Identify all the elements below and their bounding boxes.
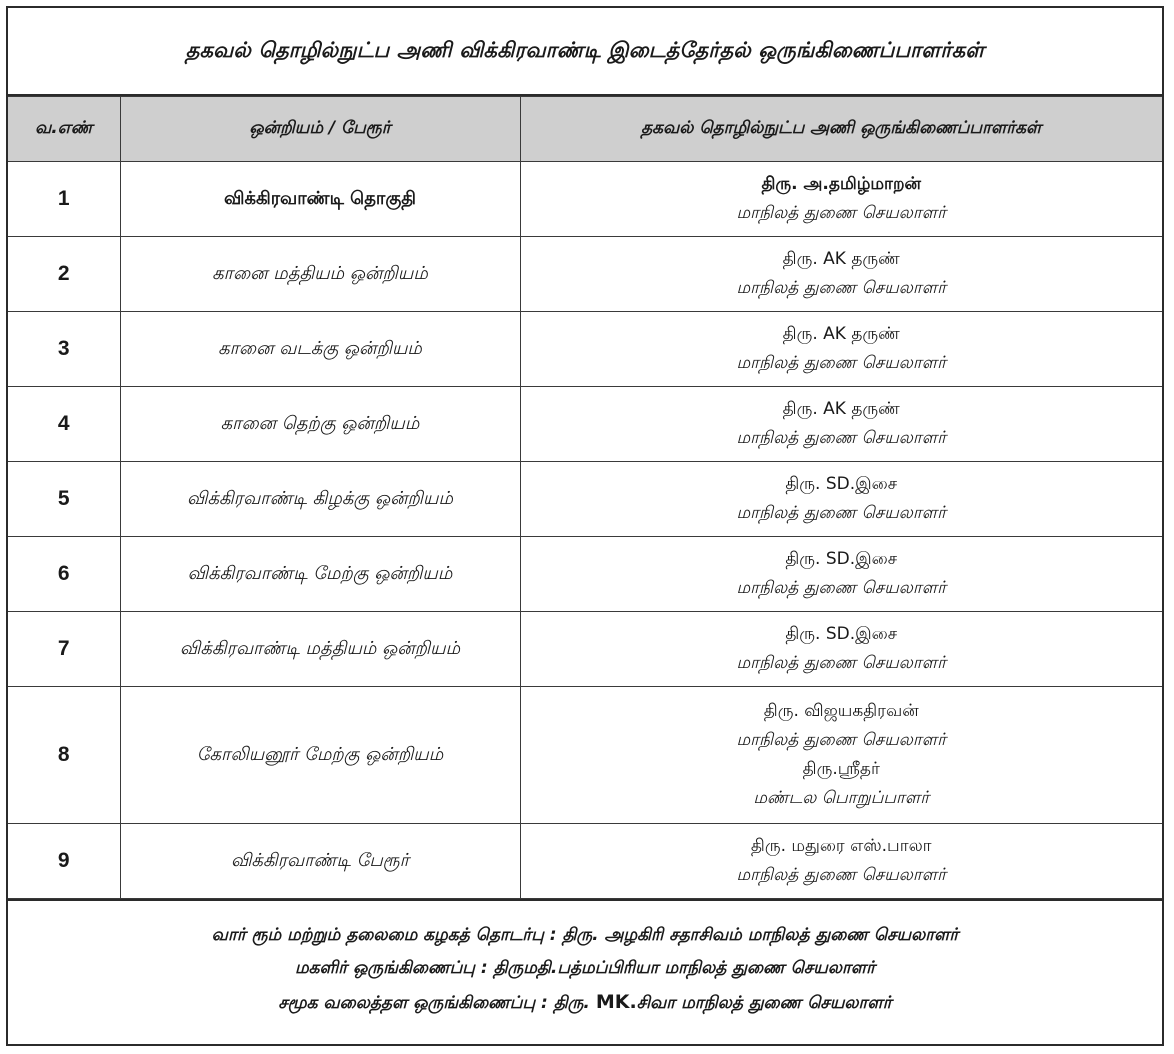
footer-contacts [8, 899, 1162, 1021]
coordinator-role: மாநிலத் துணை செயலாளர் [736, 428, 947, 448]
coordinators-table [8, 96, 1162, 899]
social-label: சமூக வலைத்தள ஒருங்கிணைப்பு : [278, 993, 548, 1014]
coordinator-cell [520, 612, 1162, 687]
table-row [8, 162, 1162, 237]
coordinator-role: மாநிலத் துணை செயலாளர் [736, 729, 947, 750]
war-room-value: திரு. அழகிரி சதாசிவம் மாநிலத் துணை செயலாளர் [562, 925, 959, 945]
coordinator-role: மாநிலத் துணை செயலாளர் [736, 653, 947, 673]
table-row [8, 237, 1162, 312]
coordinator-name: திரு. AK தருண் [782, 248, 900, 269]
coordinator-role: மாநிலத் துணை செயலாளர் [736, 503, 947, 523]
coordinator-cell [520, 312, 1162, 387]
coordinator-name: திரு. விஜயகதிரவன் [763, 700, 919, 721]
coordinator-role: மாநிலத் துணை செயலாளர் [736, 278, 947, 298]
coordinator-name: திரு. SD.இசை [785, 473, 898, 494]
coordinator-cell [520, 687, 1162, 824]
coordinator-name: திரு. SD.இசை [785, 548, 898, 569]
union-name: கானை மத்தியம் ஒன்றியம் [120, 237, 520, 312]
page-title: தகவல் தொழில்நுட்ப அணி விக்கிரவாண்டி இடைத்தேர்தல் ஒருங்கிணைப்பாளர்கள் [8, 8, 1162, 96]
coordinator-role: மண்டல பொறுப்பாளர் [753, 788, 930, 809]
coordinator-cell [520, 462, 1162, 537]
serial-no: 1 [8, 162, 120, 237]
serial-no: 8 [8, 687, 120, 824]
women-label: மகளிர் ஒருங்கிணைப்பு : [294, 957, 488, 978]
social-prefix: திரு. [553, 993, 590, 1014]
union-name: விக்கிரவாண்டி பேரூர் [120, 824, 520, 899]
table-row [8, 687, 1162, 824]
coordinator-name: திரு.ஸ்ரீதர் [802, 759, 880, 779]
union-name: கானை வடக்கு ஒன்றியம் [120, 312, 520, 387]
social-initials: MK. [595, 991, 637, 1014]
women-value: திருமதி.பத்மப்பிரியா மாநிலத் துணை செயலாளர் [493, 957, 876, 978]
war-room-label: வார் ரூம் மற்றும் தலைமை கழகத் தொடர்பு : [211, 925, 557, 945]
footer-line-women [8, 952, 1162, 985]
coordinator-cell [520, 824, 1162, 899]
coordinator-cell [520, 537, 1162, 612]
serial-no: 2 [8, 237, 120, 312]
coordinator-name: திரு. SD.இசை [785, 623, 898, 644]
table-header-row [8, 97, 1162, 162]
coordinator-cell [520, 387, 1162, 462]
union-name: கோலியனூர் மேற்கு ஒன்றியம் [120, 687, 520, 824]
coordinator-name: திரு. AK தருண் [782, 398, 900, 419]
serial-no: 9 [8, 824, 120, 899]
union-name: விக்கிரவாண்டி மேற்கு ஒன்றியம் [120, 537, 520, 612]
coordinator-cell [520, 237, 1162, 312]
union-name: விக்கிரவாண்டி கிழக்கு ஒன்றியம் [120, 462, 520, 537]
coordinator-role: மாநிலத் துணை செயலாளர் [736, 865, 947, 885]
coordinator-role: மாநிலத் துணை செயலாளர் [736, 203, 947, 223]
table-row [8, 824, 1162, 899]
serial-no: 4 [8, 387, 120, 462]
coordinator-role: மாநிலத் துணை செயலாளர் [736, 578, 947, 598]
table-row [8, 387, 1162, 462]
header-union: ஒன்றியம் / பேரூர் [120, 97, 520, 162]
serial-no: 7 [8, 612, 120, 687]
table-row [8, 462, 1162, 537]
header-coordinators: தகவல் தொழில்நுட்ப அணி ஒருங்கிணைப்பாளர்கள் [520, 97, 1162, 162]
coordinator-role: மாநிலத் துணை செயலாளர் [736, 353, 947, 373]
footer-line-war-room [8, 919, 1162, 952]
social-value: சிவா மாநிலத் துணை செயலாளர் [636, 993, 892, 1014]
header-serial-no: வ.எண் [8, 97, 120, 162]
footer-line-social [8, 984, 1162, 1020]
table-row [8, 612, 1162, 687]
union-name: விக்கிரவாண்டி தொகுதி [120, 162, 520, 237]
table-row [8, 537, 1162, 612]
union-name: கானை தெற்கு ஒன்றியம் [120, 387, 520, 462]
union-name: விக்கிரவாண்டி மத்தியம் ஒன்றியம் [120, 612, 520, 687]
serial-no: 6 [8, 537, 120, 612]
coordinator-name: திரு. AK தருண் [782, 323, 900, 344]
serial-no: 3 [8, 312, 120, 387]
serial-no: 5 [8, 462, 120, 537]
document-frame [6, 6, 1164, 1046]
coordinator-name: திரு. அ.தமிழ்மாறன் [761, 173, 922, 194]
coordinator-name: திரு. மதுரை எஸ்.பாலா [750, 835, 932, 856]
coordinator-cell [520, 162, 1162, 237]
table-row [8, 312, 1162, 387]
